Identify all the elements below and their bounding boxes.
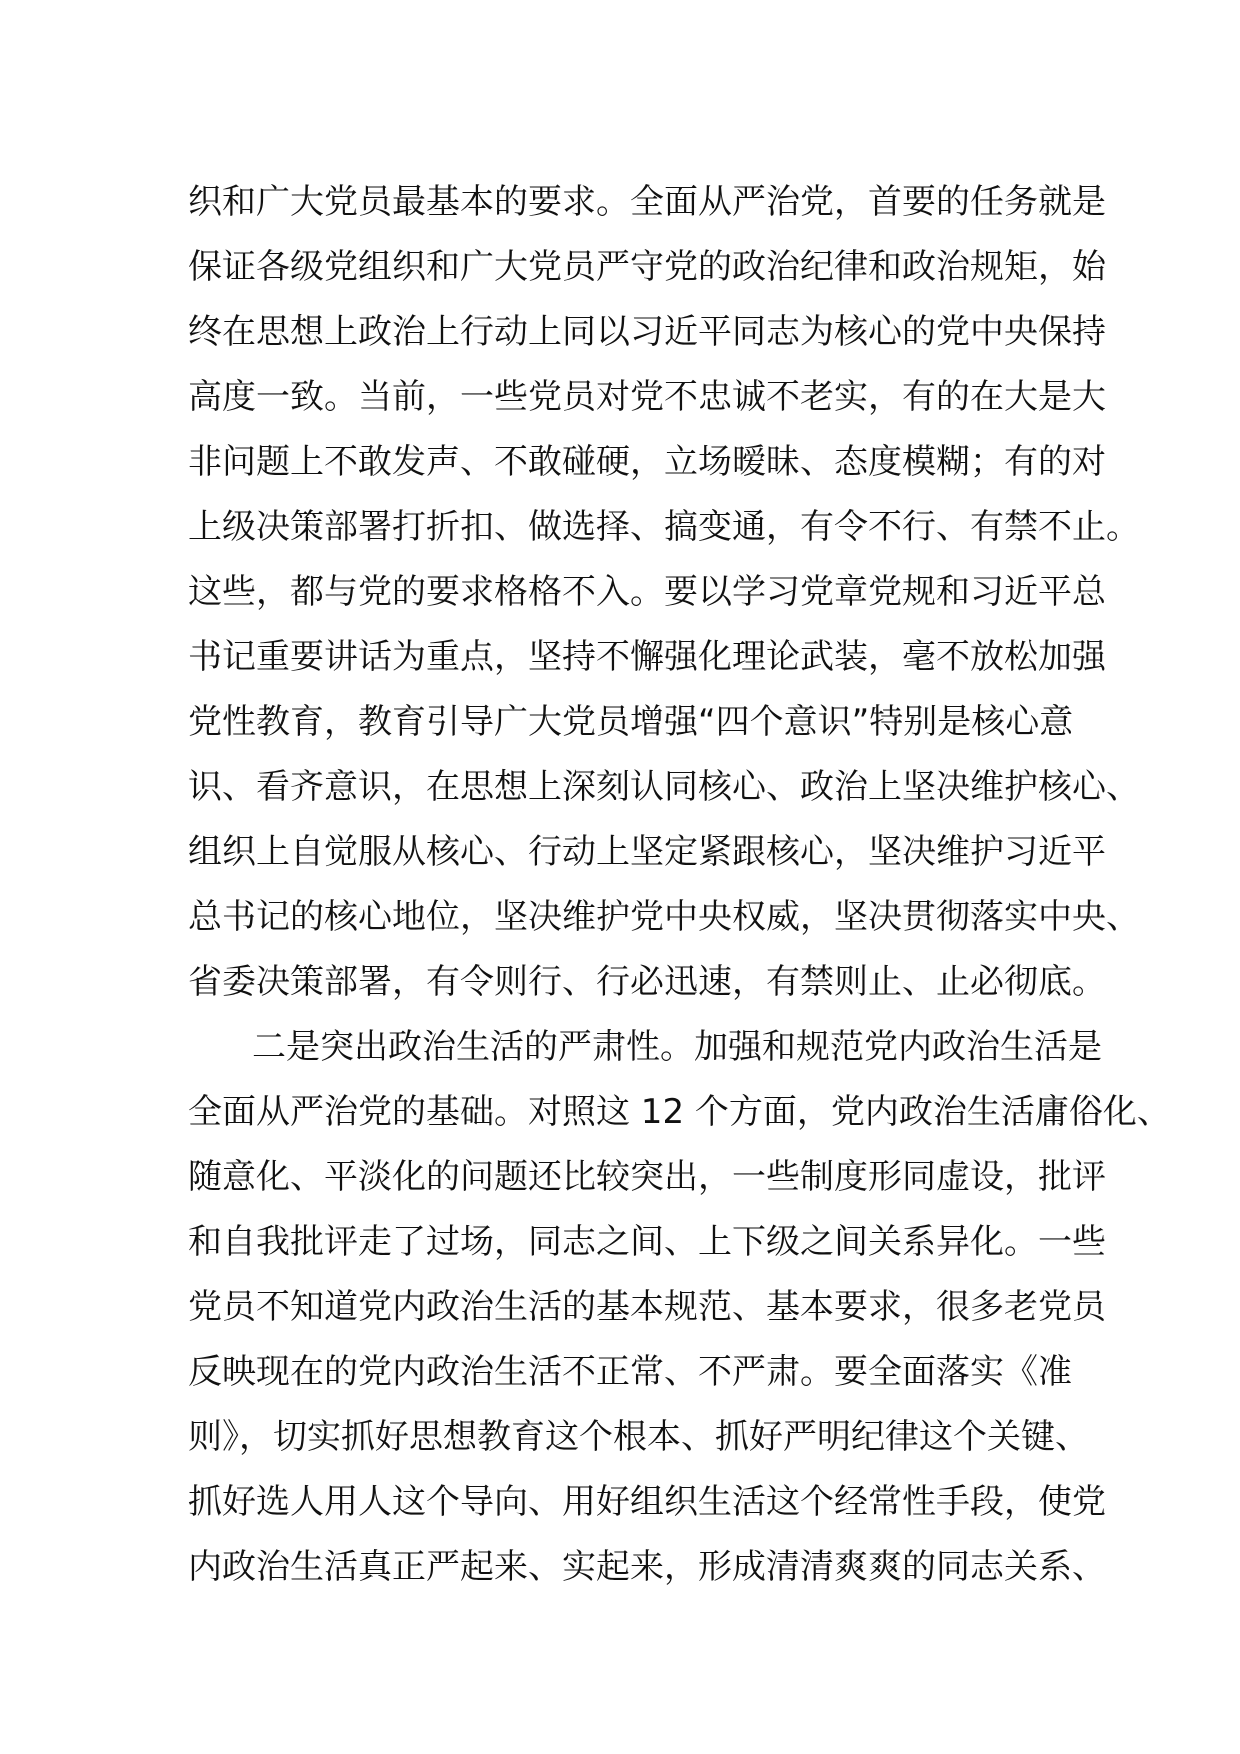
text-line: 保证各级党组织和广大党员严守党的政治纪律和政治规矩，始 xyxy=(188,247,1106,287)
text-line: 终在思想上政治上行动上同以习近平同志为核心的党中央保持 xyxy=(188,312,1106,352)
text-line: 总书记的核心地位，坚决维护党中央权威，坚决贯彻落实中央、 xyxy=(188,897,1140,937)
text-line: 全面从严治党的基础。对照这 12 个方面，党内政治生活庸俗化、 xyxy=(188,1092,1171,1132)
document-body xyxy=(188,170,1171,1600)
text-line: 内政治生活真正严起来、实起来，形成清清爽爽的同志关系、 xyxy=(188,1547,1106,1587)
text-line: 党员不知道党内政治生活的基本规范、基本要求，很多老党员 xyxy=(188,1287,1106,1327)
text-line: 非问题上不敢发声、不敢碰硬，立场暧昧、态度模糊；有的对 xyxy=(188,442,1106,482)
text-line: 这些，都与党的要求格格不入。要以学习党章党规和习近平总 xyxy=(188,572,1106,612)
text-line: 织和广大党员最基本的要求。全面从严治党，首要的任务就是 xyxy=(188,182,1106,222)
text-line: 党性教育，教育引导广大党员增强“四个意识”特别是核心意 xyxy=(188,702,1074,742)
text-line: 则》，切实抓好思想教育这个根本、抓好严明纪律这个关键、 xyxy=(188,1417,1089,1457)
text-line: 随意化、平淡化的问题还比较突出，一些制度形同虚设，批评 xyxy=(188,1157,1106,1197)
text-line: 书记重要讲话为重点，坚持不懈强化理论武装，毫不放松加强 xyxy=(188,637,1106,677)
text-line: 组织上自觉服从核心、行动上坚定紧跟核心，坚决维护习近平 xyxy=(188,832,1106,872)
text-line: 和自我批评走了过场，同志之间、上下级之间关系异化。一些 xyxy=(188,1222,1106,1262)
text-line: 高度一致。当前，一些党员对党不忠诚不老实，有的在大是大 xyxy=(188,377,1106,417)
text-line: 识、看齐意识，在思想上深刻认同核心、政治上坚决维护核心、 xyxy=(188,767,1140,807)
text-line: 省委决策部署，有令则行、行必迅速，有禁则止、止必彻底。 xyxy=(188,962,1106,1002)
text-line: 反映现在的党内政治生活不正常、不严肃。要全面落实《准 xyxy=(188,1352,1072,1392)
paragraph-first-line: 二是突出政治生活的严肃性。加强和规范党内政治生活是 xyxy=(252,1027,1102,1067)
text-line: 抓好选人用人这个导向、用好组织生活这个经常性手段，使党 xyxy=(188,1482,1106,1522)
text-line: 上级决策部署打折扣、做选择、搞变通，有令不行、有禁不止。 xyxy=(188,507,1140,547)
